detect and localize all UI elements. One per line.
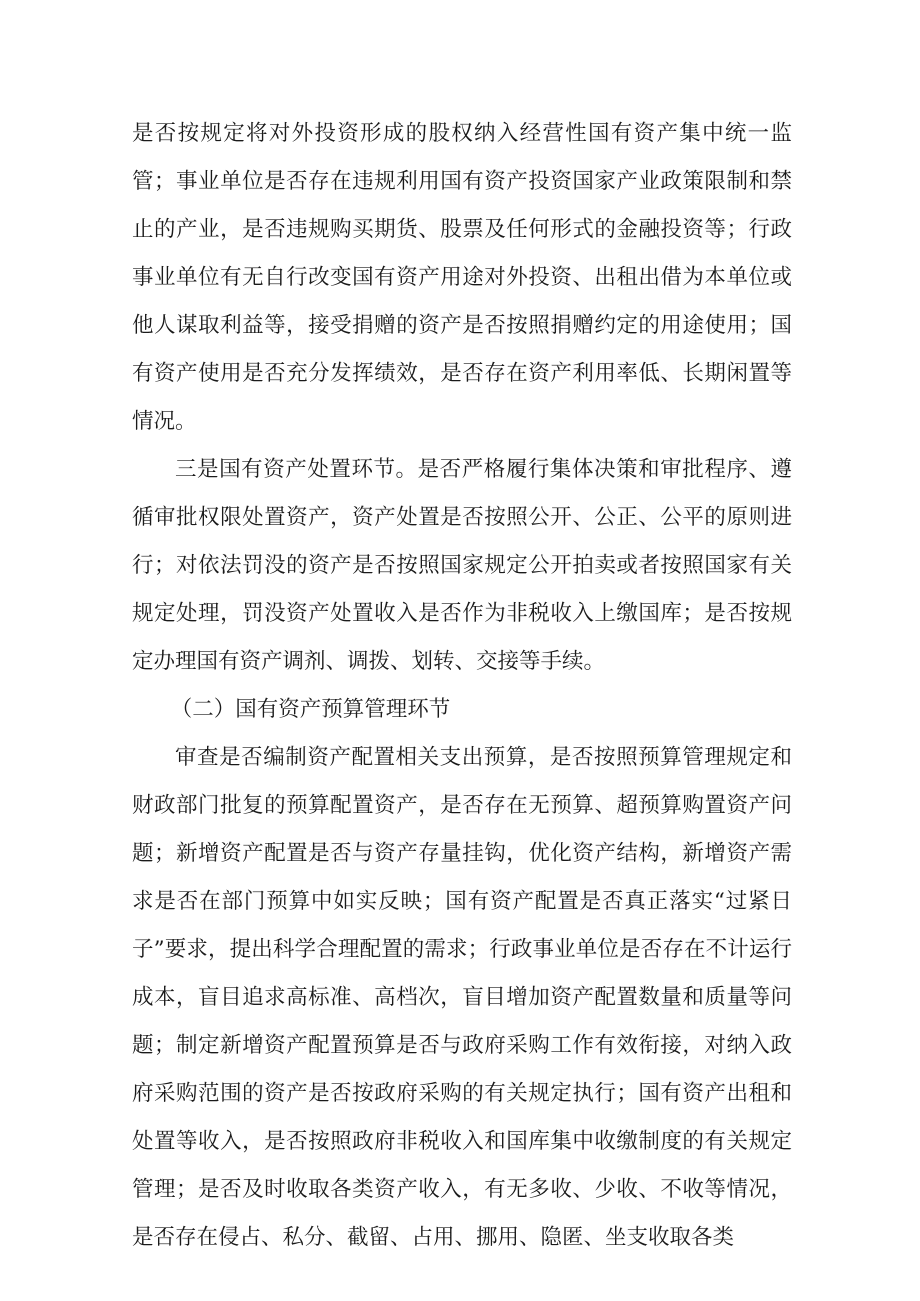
paragraph-asset-disposal: 三是国有资产处置环节。是否严格履行集体决策和审批程序、遵循审批权限处置资产，资产处置是否按照公开、公正、公平的原则进行；对依法罚没的资产是否按照国家规定公开拍卖或者按照国家有关规定处理，罚没资产处置收入是否作为非税收入上缴国库；是否按规定办理国有资产调剂、调拨、划转、交接等手续。 — [132, 457, 792, 674]
document-body — [132, 110, 792, 1262]
section-heading: （二）国有资产预算管理环节 — [170, 697, 451, 722]
paragraph-asset-use: 是否按规定将对外投资形成的股权纳入经营性国有资产集中统一监管；事业单位是否存在违规利用国有资产投资国家产业政策限制和禁止的产业，是否违规购买期货、股票及任何形式的金融投资等；行政事业单位有无自行改变国有资产用途对外投资、出租出借为本单位或他人谋取利益等，接受捐赠的资产是否按照捐赠约定的用途使用；国有资产使用是否充分发挥绩效，是否存在资产利用率低、长期闲置等情况。 — [132, 121, 792, 434]
paragraph-budget-review: 审查是否编制资产配置相关支出预算，是否按照预算管理规定和财政部门批复的预算配置资产，是否存在无预算、超预算购置资产问题；新增资产配置是否与资产存量挂钩，优化资产结构，新增资产需求是否在部门预算中如实反映；国有资产配置是否真正落实“过紧日子”要求，提出科学合理配置的需求；行政事业单位是否存在不计运行成本，盲目追求高标准、高档次，盲目增加资产配置数量和质量等问题；制定新增资产配置预算是否与政府采购工作有效衔接，对纳入政府采购范围的资产是否按政府采购的有关规定执行；国有资产出租和处置等收入，是否按照政府非税收入和国库集中收缴制度的有关规定管理；是否及时收取各类资产收入，有无多收、少收、不收等情况，是否存在侵占、私分、截留、占用、挪用、隐匿、坐支收取各类 — [132, 745, 792, 1250]
